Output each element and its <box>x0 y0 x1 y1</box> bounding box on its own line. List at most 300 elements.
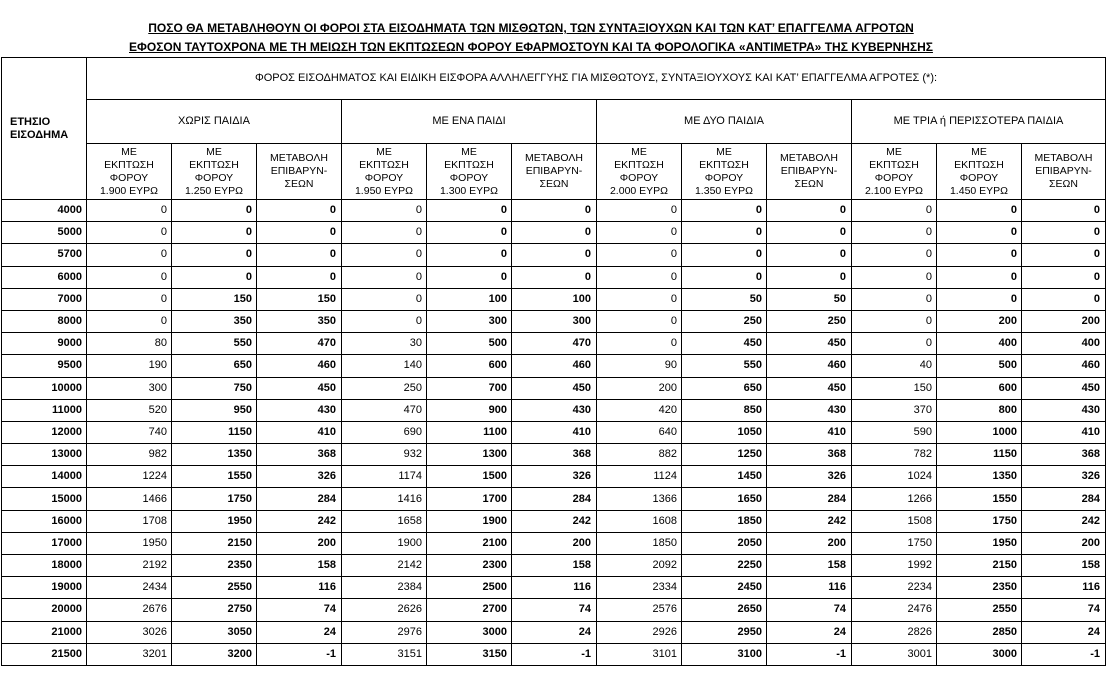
change-cell: 450 <box>512 377 597 399</box>
header-line: 1.300 ΕΥΡΩ <box>439 184 499 197</box>
change-cell: -1 <box>1022 643 1106 665</box>
tax-new-cell: 1050 <box>682 421 767 443</box>
table-row <box>2 577 1106 599</box>
tax-old-cell: 2676 <box>87 599 172 621</box>
tax-old-cell: 0 <box>87 200 172 222</box>
tax-old-cell: 0 <box>597 310 682 332</box>
tax-old-cell: 2234 <box>852 577 937 599</box>
tax-old-cell: 2476 <box>852 599 937 621</box>
tax-old-cell: 982 <box>87 444 172 466</box>
header-line: 1.900 ΕΥΡΩ <box>99 184 159 197</box>
change-cell: 0 <box>1022 244 1106 266</box>
change-cell: 116 <box>257 577 342 599</box>
table-row <box>2 643 1106 665</box>
income-cell: 14000 <box>2 466 87 488</box>
income-cell: 21000 <box>2 621 87 643</box>
tax-new-cell: 0 <box>937 266 1022 288</box>
header-line: ΜΕ <box>376 145 392 158</box>
change-cell: 0 <box>512 200 597 222</box>
table-row <box>2 488 1106 510</box>
tax-new-cell: 1750 <box>172 488 257 510</box>
tax-new-cell: 3000 <box>937 643 1022 665</box>
header-line: ΦΟΡΟΥ <box>619 171 659 184</box>
tax-new-cell: 750 <box>172 377 257 399</box>
tax-new-cell: 0 <box>937 200 1022 222</box>
income-cell: 19000 <box>2 577 87 599</box>
tax-new-cell: 1850 <box>682 510 767 532</box>
income-cell: 6000 <box>2 266 87 288</box>
header-line: ΕΚΠΤΩΣΗ <box>614 158 664 171</box>
tax-new-cell: 2500 <box>427 577 512 599</box>
tax-new-cell: 400 <box>937 333 1022 355</box>
tax-old-cell: 40 <box>852 355 937 377</box>
tax-new-cell: 2150 <box>937 555 1022 577</box>
table-row <box>2 399 1106 421</box>
header-row-sub <box>2 144 1106 200</box>
tax-new-cell: 1100 <box>427 421 512 443</box>
header-line: ΕΠΙΒΑΡΥΝ- <box>1035 165 1092 177</box>
change-cell: 0 <box>767 222 852 244</box>
tax-new-cell: 2150 <box>172 532 257 554</box>
change-cell: 0 <box>257 222 342 244</box>
table-row <box>2 421 1106 443</box>
tax-old-cell: 470 <box>342 399 427 421</box>
tax-new-cell: 0 <box>427 200 512 222</box>
tax-old-cell: 2142 <box>342 555 427 577</box>
tax-old-cell: 0 <box>87 266 172 288</box>
change-cell: 450 <box>767 377 852 399</box>
header-line: ΜΕ <box>121 145 137 158</box>
change-cell: 24 <box>257 621 342 643</box>
tax-old-cell: 882 <box>597 444 682 466</box>
tax-new-cell: 2700 <box>427 599 512 621</box>
tax-new-cell: 100 <box>427 288 512 310</box>
tax-old-cell: 3101 <box>597 643 682 665</box>
tax-old-cell: 0 <box>597 244 682 266</box>
tax-old-cell: 0 <box>852 200 937 222</box>
income-cell: 9500 <box>2 355 87 377</box>
tax-new-cell: 3100 <box>682 643 767 665</box>
tax-old-cell: 932 <box>342 444 427 466</box>
income-cell: 7000 <box>2 288 87 310</box>
tax-new-cell: 2550 <box>172 577 257 599</box>
tax-new-cell: 3150 <box>427 643 512 665</box>
tax-old-cell: 0 <box>852 310 937 332</box>
tax-new-cell: 1450 <box>682 466 767 488</box>
tax-new-cell: 1650 <box>682 488 767 510</box>
tax-new-cell: 1550 <box>937 488 1022 510</box>
tax-old-cell: 2926 <box>597 621 682 643</box>
tax-new-cell: 2250 <box>682 555 767 577</box>
header-line: ΣΕΩΝ <box>539 178 569 190</box>
tax-old-cell: 1124 <box>597 466 682 488</box>
change-cell: 410 <box>257 421 342 443</box>
tax-old-cell: 2626 <box>342 599 427 621</box>
header-line: ΕΚΠΤΩΣΗ <box>359 158 409 171</box>
income-cell: 12000 <box>2 421 87 443</box>
header-line: ΣΕΩΝ <box>284 178 314 190</box>
tax-old-cell: 1416 <box>342 488 427 510</box>
group-header: ΧΩΡΙΣ ΠΑΙΔΙΑ <box>87 100 342 144</box>
deduction-header <box>682 144 767 200</box>
tax-old-cell: 2434 <box>87 577 172 599</box>
change-cell: 242 <box>1022 510 1106 532</box>
tax-old-cell: 0 <box>597 222 682 244</box>
tax-old-cell: 80 <box>87 333 172 355</box>
change-cell: 158 <box>257 555 342 577</box>
change-cell: 410 <box>512 421 597 443</box>
tax-new-cell: 0 <box>682 244 767 266</box>
income-cell: 10000 <box>2 377 87 399</box>
change-cell: 410 <box>1022 421 1106 443</box>
tax-old-cell: 1850 <box>597 532 682 554</box>
tax-new-cell: 650 <box>682 377 767 399</box>
change-cell: 0 <box>767 200 852 222</box>
change-cell: 158 <box>1022 555 1106 577</box>
tax-old-cell: 0 <box>87 288 172 310</box>
tax-new-cell: 1000 <box>937 421 1022 443</box>
tax-new-cell: 2450 <box>682 577 767 599</box>
tax-new-cell: 2350 <box>172 555 257 577</box>
change-cell: 284 <box>257 488 342 510</box>
tax-old-cell: 2092 <box>597 555 682 577</box>
tax-old-cell: 2192 <box>87 555 172 577</box>
header-line: ΜΕΤΑΒΟΛΗ <box>525 152 583 164</box>
table-row <box>2 244 1106 266</box>
table-row <box>2 222 1106 244</box>
tax-old-cell: 0 <box>852 222 937 244</box>
change-cell: 200 <box>257 532 342 554</box>
tax-new-cell: 700 <box>427 377 512 399</box>
table-row <box>2 466 1106 488</box>
tax-old-cell: 0 <box>852 333 937 355</box>
tax-new-cell: 650 <box>172 355 257 377</box>
header-line: ΣΕΩΝ <box>1049 178 1078 190</box>
income-cell: 20000 <box>2 599 87 621</box>
tax-new-cell: 0 <box>172 266 257 288</box>
change-cell: 350 <box>257 310 342 332</box>
tax-new-cell: 1150 <box>172 421 257 443</box>
change-cell: 0 <box>1022 266 1106 288</box>
change-header <box>767 144 852 200</box>
tax-old-cell: 2576 <box>597 599 682 621</box>
deduction-header <box>597 144 682 200</box>
tax-new-cell: 250 <box>682 310 767 332</box>
tax-old-cell: 200 <box>597 377 682 399</box>
table-row <box>2 333 1106 355</box>
tax-table <box>1 57 1106 666</box>
income-header <box>2 58 87 200</box>
tax-new-cell: 600 <box>937 377 1022 399</box>
tax-old-cell: 140 <box>342 355 427 377</box>
header-line: ΜΕ <box>461 145 477 158</box>
deduction-header <box>852 144 937 200</box>
tax-new-cell: 550 <box>682 355 767 377</box>
header-line: ΕΠΙΒΑΡΥΝ- <box>270 165 328 177</box>
change-cell: 250 <box>767 310 852 332</box>
change-cell: 368 <box>1022 444 1106 466</box>
change-cell: 0 <box>512 222 597 244</box>
tax-new-cell: 1300 <box>427 444 512 466</box>
tax-new-cell: 50 <box>682 288 767 310</box>
tax-new-cell: 1150 <box>937 444 1022 466</box>
tax-old-cell: 2976 <box>342 621 427 643</box>
header-line: ΜΕ <box>971 145 987 158</box>
tax-old-cell: 370 <box>852 399 937 421</box>
income-cell: 21500 <box>2 643 87 665</box>
tax-new-cell: 0 <box>427 266 512 288</box>
tax-new-cell: 3000 <box>427 621 512 643</box>
change-cell: 242 <box>512 510 597 532</box>
change-cell: 0 <box>1022 200 1106 222</box>
header-line: 1.250 ΕΥΡΩ <box>184 184 244 197</box>
tax-new-cell: 0 <box>937 222 1022 244</box>
tax-old-cell: 1708 <box>87 510 172 532</box>
header-line: ΕΚΠΤΩΣΗ <box>869 158 919 171</box>
income-header-line-2: ΕΙΣΟΔΗΜΑ <box>10 128 69 141</box>
tax-new-cell: 3200 <box>172 643 257 665</box>
tax-new-cell: 1950 <box>937 532 1022 554</box>
tax-old-cell: 300 <box>87 377 172 399</box>
change-cell: 284 <box>767 488 852 510</box>
tax-new-cell: 2650 <box>682 599 767 621</box>
change-cell: 74 <box>512 599 597 621</box>
tax-old-cell: 0 <box>852 244 937 266</box>
change-cell: 400 <box>1022 333 1106 355</box>
income-cell: 11000 <box>2 399 87 421</box>
tax-old-cell: 2384 <box>342 577 427 599</box>
tax-new-cell: 550 <box>172 333 257 355</box>
tax-old-cell: 0 <box>87 310 172 332</box>
tax-old-cell: 1024 <box>852 466 937 488</box>
tax-old-cell: 0 <box>87 222 172 244</box>
tax-new-cell: 0 <box>172 222 257 244</box>
header-line: ΦΟΡΟΥ <box>364 171 404 184</box>
header-line: 1.950 ΕΥΡΩ <box>354 184 414 197</box>
change-cell: 158 <box>512 555 597 577</box>
change-cell: 50 <box>767 288 852 310</box>
tax-old-cell: 520 <box>87 399 172 421</box>
income-cell: 15000 <box>2 488 87 510</box>
income-cell: 13000 <box>2 444 87 466</box>
change-header <box>512 144 597 200</box>
tax-old-cell: 0 <box>342 266 427 288</box>
tax-old-cell: 0 <box>597 266 682 288</box>
change-cell: 116 <box>512 577 597 599</box>
tax-new-cell: 600 <box>427 355 512 377</box>
income-cell: 8000 <box>2 310 87 332</box>
table-row <box>2 555 1106 577</box>
change-cell: 116 <box>767 577 852 599</box>
table-row <box>2 444 1106 466</box>
tax-old-cell: 190 <box>87 355 172 377</box>
header-line: ΜΕ <box>631 145 647 158</box>
tax-new-cell: 800 <box>937 399 1022 421</box>
tax-new-cell: 2850 <box>937 621 1022 643</box>
tax-new-cell: 1900 <box>427 510 512 532</box>
change-cell: 460 <box>1022 355 1106 377</box>
header-line: ΕΚΠΤΩΣΗ <box>699 158 749 171</box>
change-cell: 0 <box>512 244 597 266</box>
tax-new-cell: 2750 <box>172 599 257 621</box>
change-cell: 24 <box>512 621 597 643</box>
deduction-header <box>427 144 512 200</box>
header-line: ΕΚΠΤΩΣΗ <box>444 158 494 171</box>
change-cell: 368 <box>257 444 342 466</box>
tax-old-cell: 250 <box>342 377 427 399</box>
change-cell: 460 <box>257 355 342 377</box>
header-line: ΜΕ <box>886 145 902 158</box>
change-cell: 116 <box>1022 577 1106 599</box>
tax-new-cell: 1550 <box>172 466 257 488</box>
tax-old-cell: 1900 <box>342 532 427 554</box>
tax-new-cell: 950 <box>172 399 257 421</box>
table-row <box>2 377 1106 399</box>
change-cell: -1 <box>257 643 342 665</box>
tax-new-cell: 350 <box>172 310 257 332</box>
table-row <box>2 288 1106 310</box>
tax-new-cell: 2550 <box>937 599 1022 621</box>
header-line: ΦΟΡΟΥ <box>109 171 149 184</box>
tax-old-cell: 2334 <box>597 577 682 599</box>
header-line: ΦΟΡΟΥ <box>704 171 744 184</box>
tax-old-cell: 30 <box>342 333 427 355</box>
tax-new-cell: 500 <box>427 333 512 355</box>
group-header: ΜΕ ΤΡΙΑ ή ΠΕΡΙΣΣΟΤΕΡΑ ΠΑΙΔΙΑ <box>852 100 1106 144</box>
tax-old-cell: 0 <box>342 310 427 332</box>
header-line: ΜΕ <box>716 145 732 158</box>
change-cell: 368 <box>512 444 597 466</box>
tax-new-cell: 0 <box>682 266 767 288</box>
change-cell: 410 <box>767 421 852 443</box>
income-cell: 16000 <box>2 510 87 532</box>
tax-old-cell: 0 <box>597 333 682 355</box>
header-row-groups <box>2 100 1106 144</box>
change-cell: 0 <box>257 244 342 266</box>
tax-old-cell: 0 <box>597 200 682 222</box>
header-line: 2.000 ΕΥΡΩ <box>609 184 669 197</box>
change-cell: -1 <box>512 643 597 665</box>
tax-old-cell: 3026 <box>87 621 172 643</box>
tax-new-cell: 1750 <box>937 510 1022 532</box>
tax-old-cell: 782 <box>852 444 937 466</box>
tax-old-cell: 2826 <box>852 621 937 643</box>
income-cell: 9000 <box>2 333 87 355</box>
tax-old-cell: 1950 <box>87 532 172 554</box>
group-header: ΜΕ ΔΥΟ ΠΑΙΔΙΑ <box>597 100 852 144</box>
tax-new-cell: 850 <box>682 399 767 421</box>
change-cell: 450 <box>767 333 852 355</box>
change-cell: 242 <box>257 510 342 532</box>
tax-new-cell: 150 <box>172 288 257 310</box>
change-cell: 0 <box>257 266 342 288</box>
change-cell: 326 <box>1022 466 1106 488</box>
tax-new-cell: 1950 <box>172 510 257 532</box>
tax-new-cell: 2950 <box>682 621 767 643</box>
tax-new-cell: 1250 <box>682 444 767 466</box>
change-cell: 158 <box>767 555 852 577</box>
income-cell: 18000 <box>2 555 87 577</box>
header-line: ΕΠΙΒΑΡΥΝ- <box>780 165 838 177</box>
change-cell: 0 <box>512 266 597 288</box>
tax-old-cell: 0 <box>597 288 682 310</box>
change-cell: 430 <box>1022 399 1106 421</box>
change-cell: 200 <box>1022 310 1106 332</box>
tax-new-cell: 0 <box>937 244 1022 266</box>
title-line-1: ΠΟΣΟ ΘΑ ΜΕΤΑΒΛΗΘΟΥΝ ΟΙ ΦΟΡΟΙ ΣΤΑ ΕΙΣΟΔΗΜΑΤΑ ΤΩΝ ΜΙΣΘΩΤΩΝ, ΤΩΝ ΣΥΝΤΑΞΙΟΥΧΩΝ ΚΑΙ ΤΩΝ ΚΑΤ’ ΕΠΑΓΓΕΛΜΑ ΑΓΡΟΤΩΝ <box>148 21 914 35</box>
tax-old-cell: 1750 <box>852 532 937 554</box>
table-row <box>2 532 1106 554</box>
change-cell: -1 <box>767 643 852 665</box>
tax-old-cell: 420 <box>597 399 682 421</box>
table-row <box>2 599 1106 621</box>
change-cell: 450 <box>257 377 342 399</box>
income-cell: 5700 <box>2 244 87 266</box>
income-header-line-1: ΕΤΗΣΙΟ <box>10 115 51 128</box>
table-row <box>2 200 1106 222</box>
change-cell: 430 <box>257 399 342 421</box>
header-line: 2.100 ΕΥΡΩ <box>864 184 924 197</box>
change-cell: 460 <box>767 355 852 377</box>
tax-new-cell: 0 <box>427 222 512 244</box>
deduction-header <box>342 144 427 200</box>
tax-new-cell: 500 <box>937 355 1022 377</box>
tax-new-cell: 900 <box>427 399 512 421</box>
header-line: ΜΕΤΑΒΟΛΗ <box>1034 152 1093 164</box>
tax-old-cell: 1608 <box>597 510 682 532</box>
change-cell: 74 <box>1022 599 1106 621</box>
tax-old-cell: 1658 <box>342 510 427 532</box>
tax-old-cell: 0 <box>342 222 427 244</box>
tax-new-cell: 2300 <box>427 555 512 577</box>
tax-new-cell: 0 <box>427 244 512 266</box>
tax-new-cell: 3050 <box>172 621 257 643</box>
tax-old-cell: 640 <box>597 421 682 443</box>
tax-old-cell: 150 <box>852 377 937 399</box>
change-cell: 24 <box>1022 621 1106 643</box>
change-cell: 200 <box>512 532 597 554</box>
header-line: 1.350 ΕΥΡΩ <box>694 184 754 197</box>
tax-old-cell: 690 <box>342 421 427 443</box>
change-cell: 0 <box>1022 288 1106 310</box>
table-row <box>2 621 1106 643</box>
tax-new-cell: 2100 <box>427 532 512 554</box>
change-cell: 0 <box>1022 222 1106 244</box>
tax-new-cell: 1350 <box>172 444 257 466</box>
tax-new-cell: 0 <box>172 200 257 222</box>
tax-old-cell: 1266 <box>852 488 937 510</box>
change-cell: 242 <box>767 510 852 532</box>
main-header: ΦΟΡΟΣ ΕΙΣΟΔΗΜΑΤΟΣ ΚΑΙ ΕΙΔΙΚΗ ΕΙΣΦΟΡΑ ΑΛΛΗΛΕΓΓΥΗΣ ΓΙΑ ΜΙΣΘΩΤΟΥΣ, ΣΥΝΤΑΞΙΟΥΧΟΥΣ ΚΑΙ ΚΑΤ’ ΕΠΑΓΓΕΛΜΑ ΑΓΡΟΤΕΣ (*): <box>87 58 1106 100</box>
tax-new-cell: 0 <box>172 244 257 266</box>
change-cell: 460 <box>512 355 597 377</box>
tax-old-cell: 1508 <box>852 510 937 532</box>
header-line: ΕΚΠΤΩΣΗ <box>954 158 1004 171</box>
change-cell: 450 <box>1022 377 1106 399</box>
change-cell: 100 <box>512 288 597 310</box>
change-cell: 24 <box>767 621 852 643</box>
tax-old-cell: 0 <box>342 200 427 222</box>
header-line: ΕΚΠΤΩΣΗ <box>189 158 239 171</box>
header-line: ΦΟΡΟΥ <box>959 171 999 184</box>
tax-new-cell: 0 <box>682 222 767 244</box>
table-row <box>2 310 1106 332</box>
change-cell: 150 <box>257 288 342 310</box>
change-cell: 470 <box>257 333 342 355</box>
header-line: ΦΟΡΟΥ <box>194 171 234 184</box>
title-line-2: ΕΦΟΣΟΝ ΤΑΥΤΟΧΡΟΝΑ ΜΕ ΤΗ ΜΕΙΩΣΗ ΤΩΝ ΕΚΠΤΩΣΕΩΝ ΦΟΡΟΥ ΕΦΑΡΜΟΣΤΟΥΝ ΚΑΙ ΤΑ ΦΟΡΟΛΟΓΙΚΑ «ΑΝΤΙΜΕΤΡΑ» ΤΗΣ ΚΥΒΕΡΝΗΣΗΣ <box>129 40 933 54</box>
header-line: ΣΕΩΝ <box>794 178 824 190</box>
